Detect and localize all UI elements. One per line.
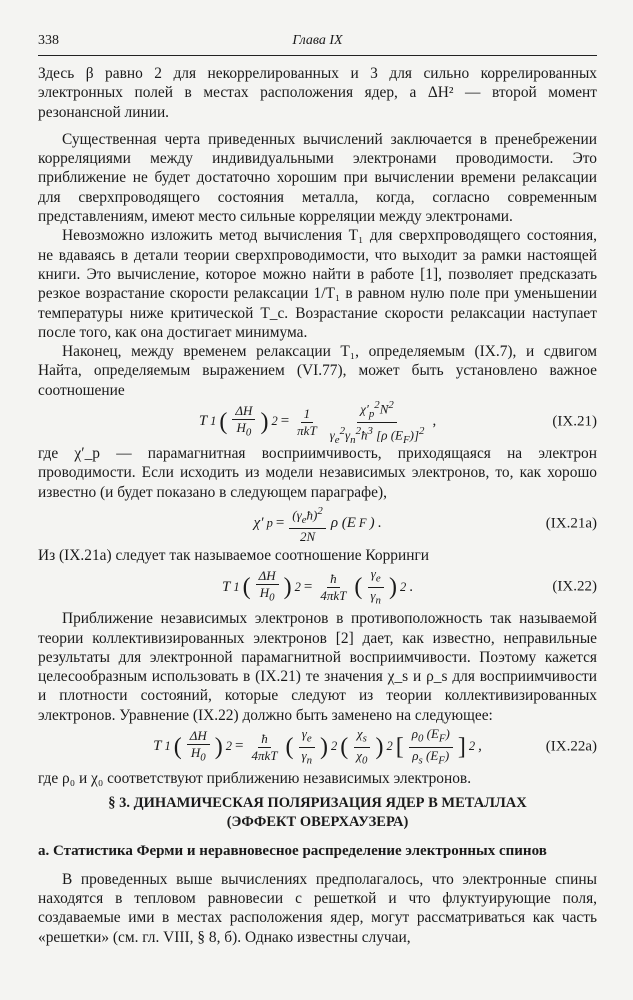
equation-ix22: T 1 ( $\frac{\Delta H}{H_0}$ ) 2 = $\frac{ħ}{\text{4πkT}}$ ( $\frac{\gamma_e}{\gamma_n}$ ) 2 . (IX.22) [222,566,597,607]
paragraph-8: где ρ₀ и χ₀ соответствуют приближению независимых электронов. [38,770,472,788]
equation-label: (IX.21a) [545,515,597,532]
section-title-line-2: (ЭФФЕКТ ОВЕРХАУЗЕРА) [226,814,409,831]
section-heading [38,794,597,832]
page-number: 338 [38,33,59,48]
paragraph-7: Приближение независимых электронов в противоположность так называемой теории коллективизированных электронов [2] дает, как известно, неправильные результаты для электронной парамагнитной восприимчивости. Поэтому кажется целесообразным использовать в (IX.21) те значения χ_s и ρ_s для восприимчивости и плотности состояний, которые следуют из теории коллективизированных электронов. Уравнение (IX.22) должно быть заменено на следующее: [38,610,597,724]
paragraph-5: где χ′_p — парамагнитная восприимчивость, приходящаяся на электрон проводимости. Если исходить из модели независимых электронов, то, как хорошо известно (и будет показано в следующем параграфе), [38,445,597,501]
page-body [38,64,597,947]
header-rule [38,55,597,56]
running-header [38,33,597,53]
paragraph-2: Существенная черта приведенных вычислений заключается в пренебрежении корреляциями между индивидуальными электронами проводимости. Это приближение не будет достаточно хорошим при вычислении времени релаксации для сверхпроводящего состояния металла, когда, согласно современным представлениям, имеют место сильные корреляции между электронами. [38,130,597,226]
subsection-heading: а. Статистика Ферми и неравновесное распределение электронных спинов [38,843,547,860]
paragraph-4: Наконец, между временем релаксации T₁, определяемым (IX.7), и сдвигом Найта, определяемым выражением (VI.77), может быть установлено важное соотношение [38,343,597,399]
section-title-line-1: § 3. ДИНАМИЧЕСКАЯ ПОЛЯРИЗАЦИЯ ЯДЕР В МЕТАЛЛАХ [108,795,527,812]
chapter-title: Глава IX [292,33,343,48]
paragraph-9: В проведенных выше вычислениях предполагалось, что электронные спины находятся в тепловом равновесии с решеткой и что флуктуирующие поля, создаваемые ими в местах расположения ядер, могут рассматриваться как часть «решетки» (см. гл. VIII, § 8, б). Однако известны случаи, [38,870,597,946]
paragraph-3: Невозможно изложить метод вычисления T₁ для сверхпроводящего состояния, не вдаваясь в детали теории сверхпроводимости, что выходит за рамки настоящей книги. Это вычисление, которое можно найти в работе [1], позволяет предсказать резкое возрастание скорости релаксации 1/T₁ в равном нулю поле при уменьшении температуры ниже критической T_c. Возрастание скорости релаксации наступает после того, как она достигает минимума. [38,227,597,341]
equation-label: (IX.22) [552,578,597,595]
equation-label: (IX.22a) [545,738,597,755]
paragraph-1: Здесь β равно 2 для некоррелированных и 3 для сильно коррелированных электронных полей в местах расположения ядер, а ΔH² — второй момент резонансной линии. [38,65,597,121]
equation-ix21: T 1 ( $\frac{\Delta H}{H_0}$ ) 2 = $\frac{1}{\text{πkT}}$ $\frac{\chi'_p^2N^2}{\gamma_e^2\gamma_n^2ħ^3 [\rho (E_F)]^2}$ , (IX.21) [198,398,597,446]
equation-ix22a: T 1 ( $\frac{\Delta H}{H_0}$ ) 2 = $\frac{ħ}{\text{4πkT}}$ ( $\frac{\gamma_e}{\gamma_n}$ ) 2 ( $\frac{\chi_s}{\chi_0}$ ) 2 [ $\frac{\rho_0 (E_F)}{\rho_s (E_F)}$ ] 2 , (IX.22a) [153,725,597,767]
equation-label: (IX.21) [552,413,597,430]
equation-ix21a: χ′ p = $\frac{(\gamma_eħ)^2}{2N}$ ρ (E F ) . (IX.21a) [253,504,597,544]
paragraph-6: Из (IX.21a) следует так называемое соотношение Корринги [38,546,430,564]
